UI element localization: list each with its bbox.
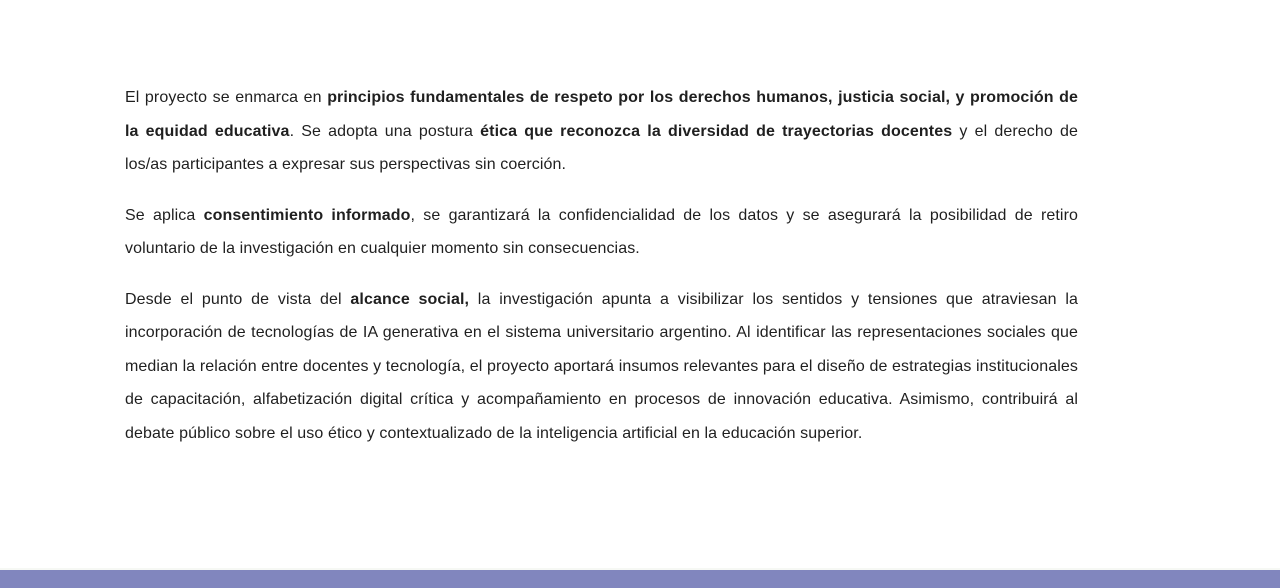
text-segment: . Se adopta una postura <box>289 122 481 140</box>
paragraph <box>125 199 1078 266</box>
text-segment: y el derecho de los/as participantes a expresar sus perspectivas sin coerción. <box>125 122 1079 173</box>
text-segment: la investigación apunta a visibilizar los sentidos y tensiones que atraviesan la incorporación de tecnologías de IA generativa en el sistema universitario argentino. Al identificar las representaciones sociales que median la relación entre docentes y tecnología, el proyecto aportará insumos relevantes para el diseño de estrategias institucionales de capacitación, alfabetización digital crítica y acompañamiento en procesos de innovación educativa. Asimismo, contribuirá al debate público sobre el uso ético y contextualizado de la inteligencia artificial en la educación superior. <box>125 290 1078 442</box>
text-segment: El proyecto se enmarca en <box>125 89 328 106</box>
document-text-block <box>125 81 1078 467</box>
text-segment: Se aplica <box>125 206 204 224</box>
text-segment: Desde el punto de vista del <box>125 290 351 308</box>
bold-text-segment: principios fundamentales de respeto por los derechos humanos, justicia social, y promoción de la equidad educativa <box>125 89 1078 140</box>
paragraph <box>125 283 1078 451</box>
text-segment: , se garantizará la confidencialidad de los datos y se asegurará la posibilidad de retiro voluntario de la investigación en cualquier momento sin consecuencias. <box>125 206 1078 257</box>
bold-text-segment: consentimiento informado <box>203 206 411 224</box>
bottom-accent-bar <box>0 568 1280 588</box>
bold-text-segment: alcance social, <box>350 290 470 308</box>
paragraph <box>125 81 1078 182</box>
bold-text-segment: ética que reconozca la diversidad de trayectorias docentes <box>480 122 953 140</box>
